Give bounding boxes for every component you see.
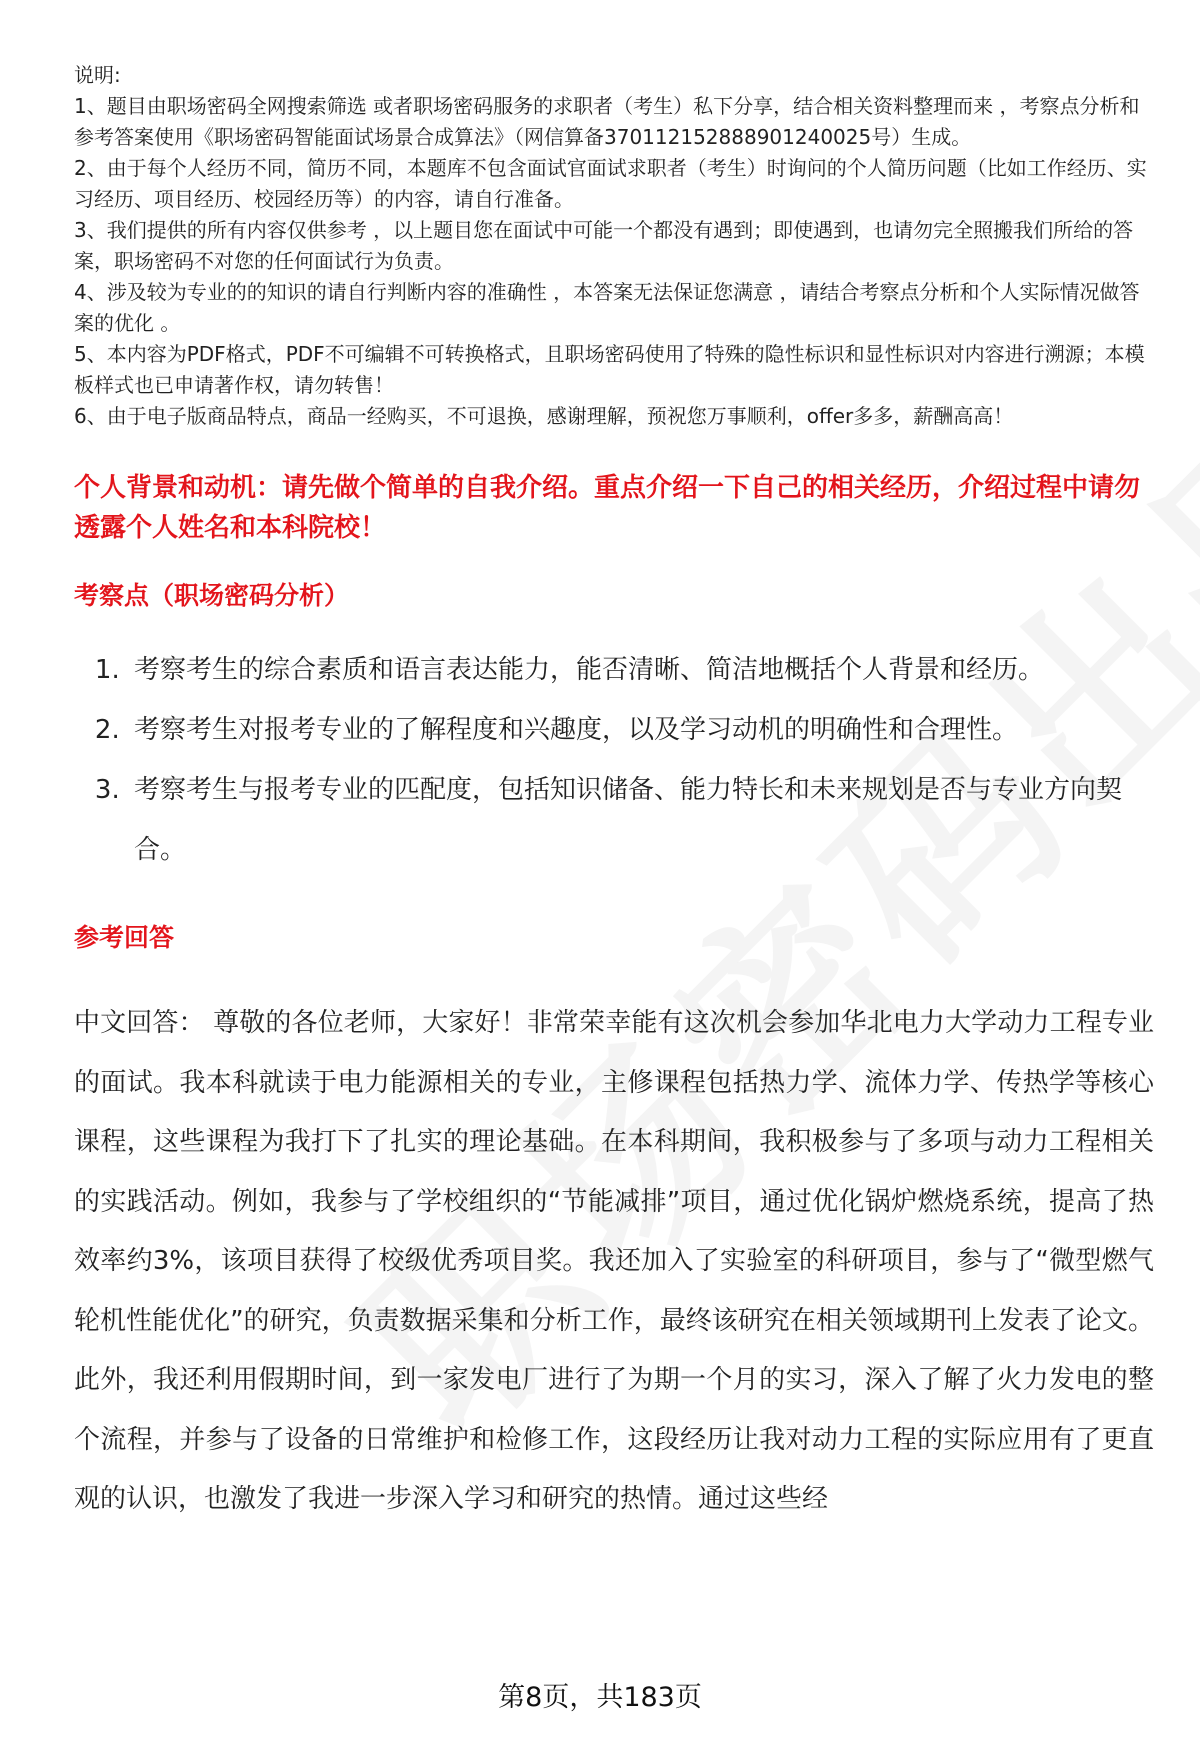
notes-item: 1、题目由职场密码全网搜索筛选 或者职场密码服务的求职者（考生）私下分享，结合相关资料整理而来 ，考察点分析和参考答案使用《职场密码智能面试场景合成算法》（网信算备370112152888901240025号）生成。 (74, 94, 1140, 149)
notes-item: 2、由于每个人经历不同，简历不同，本题库不包含面试官面试求职者（考生）时询问的个人简历问题（比如工作经历、实习经历、项目经历、校园经历等）的内容，请自行准备。 (74, 156, 1147, 211)
document-page (74, 60, 1154, 1530)
analysis-point: 3. 考察考生与报考专业的匹配度，包括知识储备、能力特长和未来规划是否与专业方向契合。 (128, 760, 1154, 880)
notes-block (74, 60, 1154, 432)
notes-item: 3、我们提供的所有内容仅供参考 ，以上题目您在面试中可能一个都没有遇到；即使遇到，也请勿完全照搬我们所给的答案，职场密码不对您的任何面试行为负责。 (74, 218, 1134, 273)
analysis-heading: 考察点（职场密码分析） (74, 581, 350, 610)
notes-item: 4、涉及较为专业的的知识的请自行判断内容的准确性 ，本答案无法保证您满意 ，请结合考察点分析和个人实际情况做答案的优化 。 (74, 280, 1140, 335)
notes-item: 5、本内容为PDF格式，PDF不可编辑不可转换格式，且职场密码使用了特殊的隐性标识和显性标识对内容进行溯源；本模板样式也已申请著作权，请勿转售！ (74, 342, 1145, 397)
analysis-points-list (74, 640, 1154, 880)
reference-heading: 参考回答 (74, 923, 175, 952)
analysis-point: 1. 考察考生的综合素质和语言表达能力，能否清晰、简洁地概括个人背景和经历。 (128, 640, 1154, 700)
page-number-footer: 第8页，共183页 (498, 1682, 702, 1713)
notes-title: 说明: (74, 63, 121, 87)
analysis-point: 2. 考察考生对报考专业的了解程度和兴趣度，以及学习动机的明确性和合理性。 (128, 700, 1154, 760)
question-title: 个人背景和动机：请先做个简单的自我介绍。重点介绍一下自己的相关经历，介绍过程中请勿透露个人姓名和本科院校！ (74, 473, 1141, 543)
notes-item: 6、由于电子版商品特点，商品一经购买，不可退换，感谢理解，预祝您万事顺利，offer多多，薪酬高高！ (74, 404, 1014, 428)
reference-answer: 中文回答： 尊敬的各位老师，大家好！非常荣幸能有这次机会参加华北电力大学动力工程专业的面试。我本科就读于电力能源相关的专业，主修课程包括热力学、流体力学、传热学等核心课程，这些课程为我打下了扎实的理论基础。在本科期间，我积极参与了多项与动力工程相关的实践活动。例如，我参与了学校组织的“节能减排”项目，通过优化锅炉燃烧系统，提高了热效率约3%，该项目获得了校级优秀项目奖。我还加入了实验室的科研项目，参与了“微型燃气轮机性能优化”的研究，负责数据采集和分析工作，最终该研究在相关领域期刊上发表了论文。此外，我还利用假期时间，到一家发电厂进行了为期一个月的实习，深入了解了火力发电的整个流程，并参与了设备的日常维护和检修工作，这段经历让我对动力工程的实际应用有了更直观的认识，也激发了我进一步深入学习和研究的热情。通过这些经 (74, 1008, 1154, 1514)
